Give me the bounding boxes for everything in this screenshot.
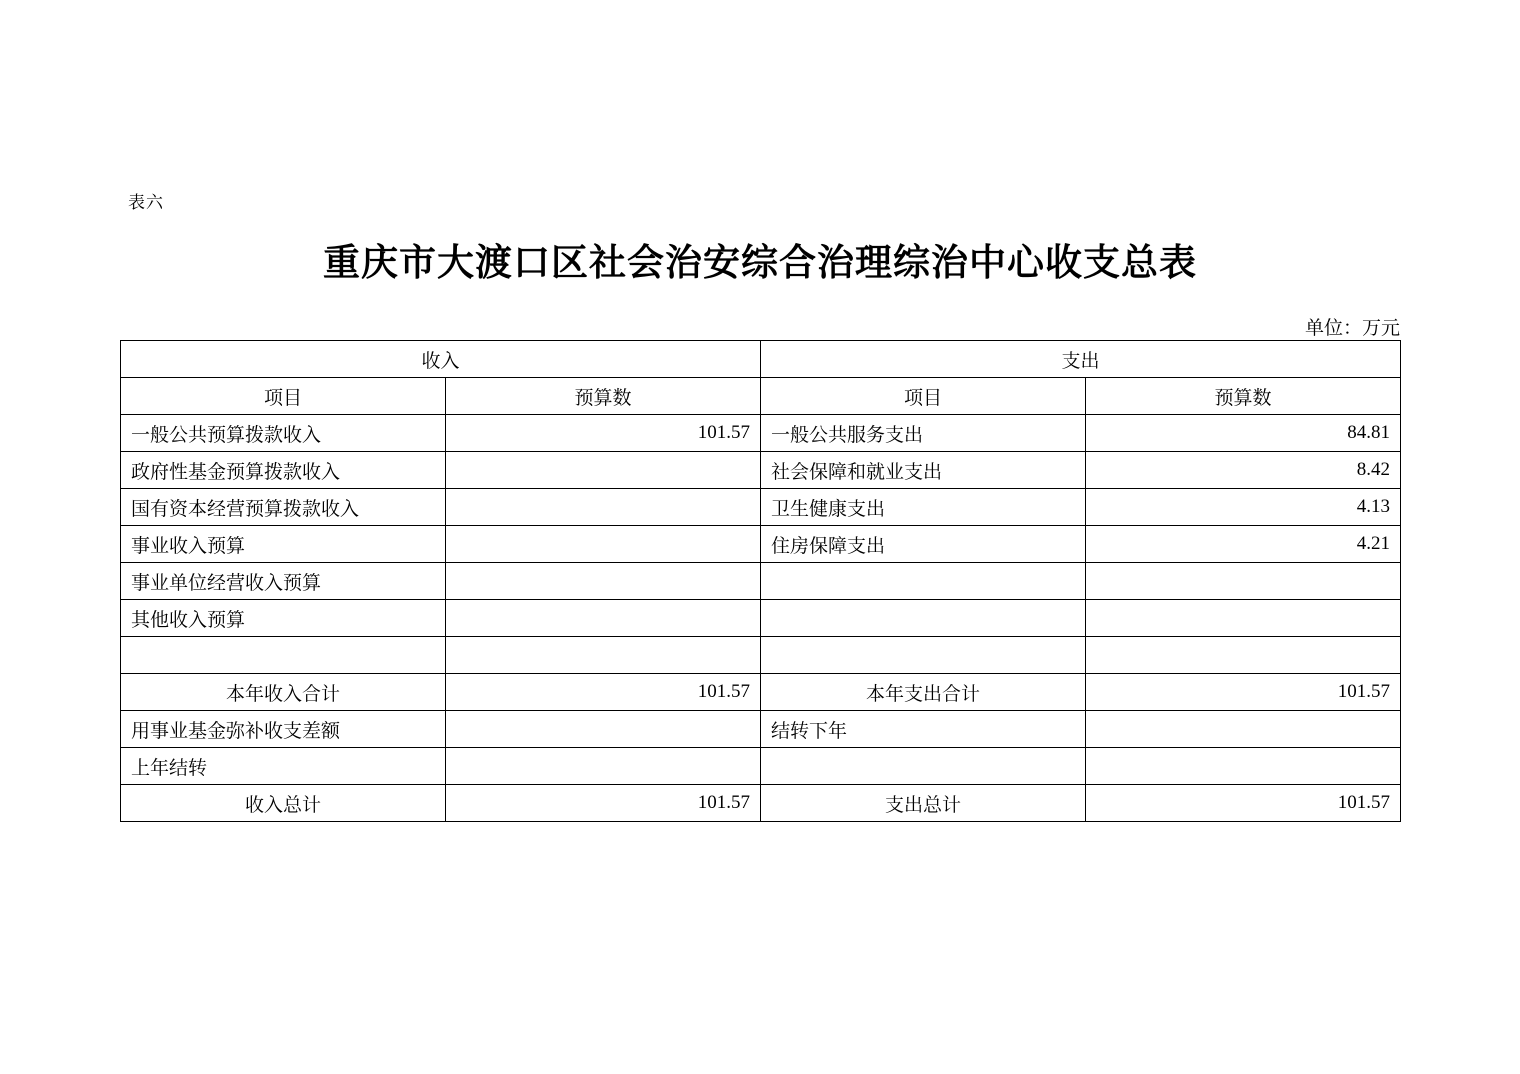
expenditure-budget — [1086, 637, 1401, 674]
table-column-header-row — [121, 378, 1401, 415]
column-header-expenditure-item: 项目 — [761, 378, 1086, 415]
column-header-income-item: 项目 — [121, 378, 446, 415]
page-title: 重庆市大渡口区社会治安综合治理综治中心收支总表 — [323, 243, 1197, 284]
expenditure-item: 一般公共服务支出 — [761, 415, 1086, 452]
expenditure-budget — [1086, 563, 1401, 600]
expenditure-budget — [1086, 600, 1401, 637]
income-item: 收入总计 — [121, 785, 446, 822]
expenditure-budget: 101.57 — [1086, 785, 1401, 822]
expenditure-item: 住房保障支出 — [761, 526, 1086, 563]
expenditure-item — [761, 600, 1086, 637]
expenditure-budget: 84.81 — [1086, 415, 1401, 452]
table-row — [121, 489, 1401, 526]
expenditure-budget — [1086, 748, 1401, 785]
income-item — [121, 637, 446, 674]
income-item: 事业收入预算 — [121, 526, 446, 563]
budget-table — [120, 340, 1401, 822]
unit-note: 单位：万元 — [1304, 318, 1400, 339]
expenditure-item: 卫生健康支出 — [761, 489, 1086, 526]
income-item: 国有资本经营预算拨款收入 — [121, 489, 446, 526]
expenditure-budget — [1086, 711, 1401, 748]
income-item: 政府性基金预算拨款收入 — [121, 452, 446, 489]
group-header-expenditure: 支出 — [761, 341, 1401, 378]
table-row-total — [121, 785, 1401, 822]
expenditure-item: 结转下年 — [761, 711, 1086, 748]
expenditure-item — [761, 748, 1086, 785]
expenditure-budget: 101.57 — [1086, 674, 1401, 711]
expenditure-item — [761, 637, 1086, 674]
income-budget — [446, 748, 761, 785]
income-item: 事业单位经营收入预算 — [121, 563, 446, 600]
group-header-income: 收入 — [121, 341, 761, 378]
table-row-subtotal — [121, 674, 1401, 711]
expenditure-item — [761, 563, 1086, 600]
income-item: 其他收入预算 — [121, 600, 446, 637]
expenditure-item: 本年支出合计 — [761, 674, 1086, 711]
expenditure-item: 社会保障和就业支出 — [761, 452, 1086, 489]
table-row — [121, 748, 1401, 785]
income-budget — [446, 711, 761, 748]
expenditure-budget: 4.13 — [1086, 489, 1401, 526]
table-label: 表六 — [128, 193, 164, 212]
income-budget — [446, 637, 761, 674]
table-row — [121, 637, 1401, 674]
income-item: 用事业基金弥补收支差额 — [121, 711, 446, 748]
income-budget — [446, 600, 761, 637]
income-budget: 101.57 — [446, 674, 761, 711]
income-item: 一般公共预算拨款收入 — [121, 415, 446, 452]
income-budget: 101.57 — [446, 415, 761, 452]
column-header-expenditure-budget: 预算数 — [1086, 378, 1401, 415]
table-row — [121, 563, 1401, 600]
expenditure-budget: 4.21 — [1086, 526, 1401, 563]
table-row — [121, 452, 1401, 489]
income-item: 上年结转 — [121, 748, 446, 785]
income-item: 本年收入合计 — [121, 674, 446, 711]
column-header-income-budget: 预算数 — [446, 378, 761, 415]
income-budget — [446, 563, 761, 600]
income-budget — [446, 452, 761, 489]
income-budget: 101.57 — [446, 785, 761, 822]
table-group-header-row — [121, 341, 1401, 378]
expenditure-budget: 8.42 — [1086, 452, 1401, 489]
income-budget — [446, 489, 761, 526]
income-budget — [446, 526, 761, 563]
table-row — [121, 711, 1401, 748]
table-row — [121, 600, 1401, 637]
table-row — [121, 526, 1401, 563]
expenditure-item: 支出总计 — [761, 785, 1086, 822]
table-row — [121, 415, 1401, 452]
